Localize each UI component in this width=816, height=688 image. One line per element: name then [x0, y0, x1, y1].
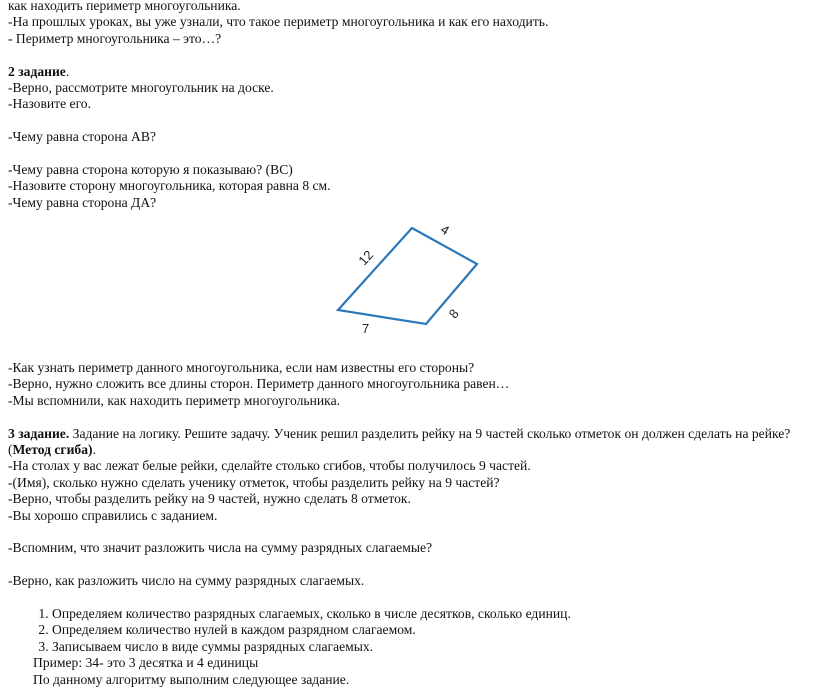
example-line: Пример: 34- это 3 десятка и 4 единицы	[33, 655, 259, 671]
text-line: -Верно, нужно сложить все длины сторон. Периметр данного многоугольника равен…	[8, 376, 510, 392]
text-line: -Чему равна сторона АВ?	[8, 129, 156, 145]
side-label-12: 12	[355, 247, 377, 269]
text-line: -Как узнать периметр данного многоугольника, если нам известны его стороны?	[8, 360, 475, 376]
text-line: -На прошлых уроках, вы уже узнали, что такое периметр многоугольника и как его находить.	[8, 14, 549, 30]
text-line: -Вы хорошо справились с заданием.	[8, 507, 218, 523]
text-line: -Чему равна сторона которую я показываю? (ВС)	[8, 161, 293, 177]
algorithm-line: По данному алгоритму выполним следующее задание.	[33, 671, 350, 687]
list-item: 1. Определяем количество разрядных слагаемых, сколько в числе десятков, сколько единиц.	[52, 606, 808, 622]
steps-list	[8, 606, 808, 655]
list-item: 3. Записываем число в виде суммы разрядных слагаемых.	[52, 639, 808, 655]
text-line: -Чему равна сторона ДА?	[8, 194, 157, 210]
side-label-7: 7	[362, 321, 370, 336]
side-label-4: 4	[438, 221, 453, 239]
document-page	[8, 0, 808, 688]
text-line: -На столах у вас лежат белые рейки, сделайте столько сгибов, чтобы получилось 9 частей.	[8, 458, 531, 474]
list-item: 2. Определяем количество нулей в каждом разрядном слагаемом.	[52, 622, 808, 638]
task2-heading: 2 задание	[8, 63, 66, 79]
text-line: -Вспомним, что значит разложить числа на сумму разрядных слагаемые?	[8, 540, 433, 556]
task3-heading: 3 задание.	[8, 425, 70, 441]
text-line: -Верно, чтобы разделить рейку на 9 частей, нужно сделать 8 отметок.	[8, 491, 411, 507]
text-line: - Периметр многоугольника – это…?	[8, 30, 222, 46]
text-line: -Назовите сторону многоугольника, которая равна 8 см.	[8, 178, 331, 194]
text-line: -Верно, рассмотрите многоугольник на доске.	[8, 79, 274, 95]
text-line: -Верно, как разложить число на сумму разрядных слагаемых.	[8, 573, 365, 589]
method-label: Метод сгиба)	[12, 442, 93, 458]
task2-heading-line: 2 задание.	[8, 63, 70, 79]
text-line: -Назовите его.	[8, 96, 91, 112]
quadrilateral-shape	[338, 228, 477, 324]
side-label-8: 8	[445, 306, 462, 322]
text-line: -(Имя), сколько нужно сделать ученику отметок, чтобы разделить рейку на 9 частей?	[8, 474, 500, 490]
text-line: -Мы вспомнили, как находить периметр многоугольника.	[8, 392, 341, 408]
quadrilateral-figure	[330, 213, 490, 343]
text-line: как находить периметр многоугольника.	[8, 0, 241, 13]
task3-paragraph: 3 задание. Задание на логику. Решите задачу. Ученик решил разделить рейку на 9 частей сколько отметок он должен сделать на рейке? (Метод сгиба).	[8, 425, 791, 458]
